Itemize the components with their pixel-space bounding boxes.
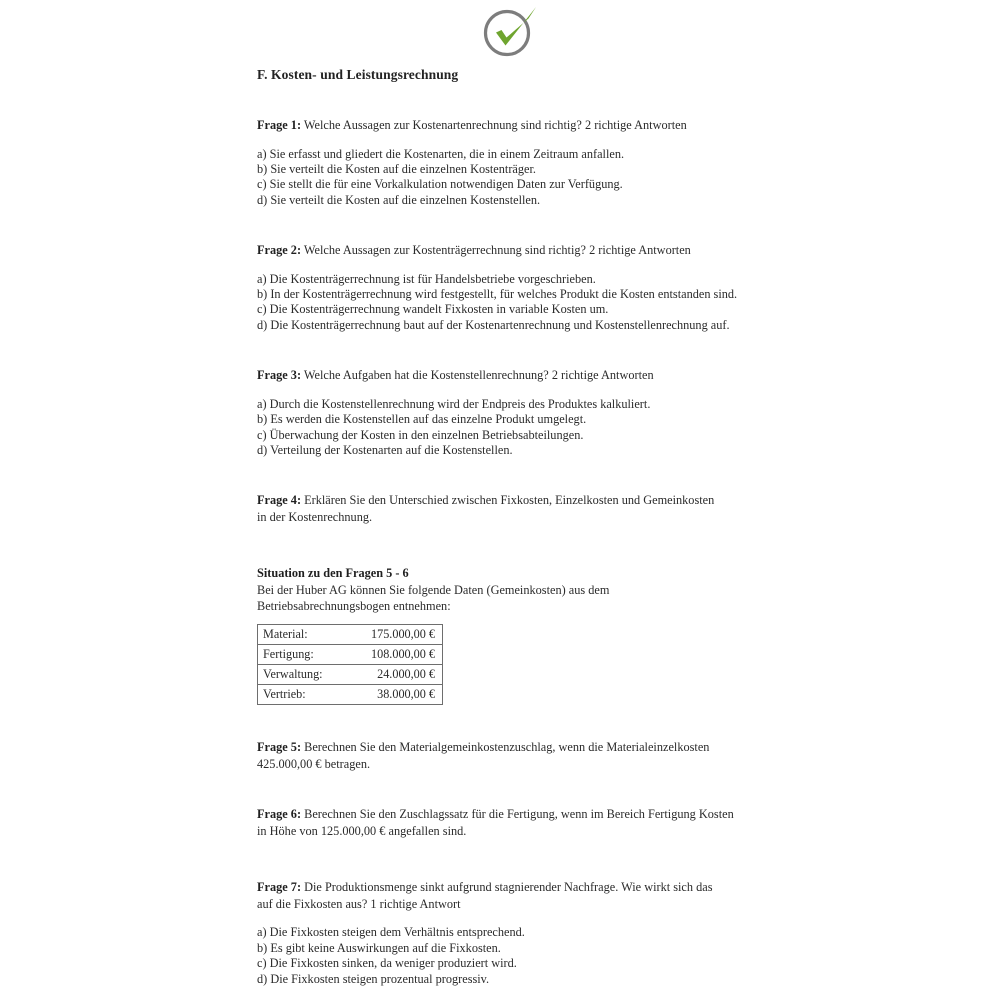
question-block-3 [257,367,757,458]
green-check-circle-icon [478,3,540,59]
answer-option: b) In der Kostenträgerrechnung wird festgestellt, für welches Produkt die Kosten entstanden sind. [257,287,738,302]
question-block-4 [257,492,757,525]
answer-option: d) Sie verteilt die Kosten auf die einzelnen Kostenstellen. [257,192,541,207]
cost-value: 108.000,00 € [364,645,443,665]
question-7-text: Die Produktionsmenge sinkt aufgrund stagnierender Nachfrage. Wie wirkt sich das [304,880,713,895]
cost-label: Vertrieb: [258,685,365,705]
question-2-line [257,242,757,259]
question-block-6 [257,806,757,839]
cost-label: Fertigung: [258,645,365,665]
cost-value: 24.000,00 € [364,665,443,685]
page-title: F. Kosten- und Leistungsrechnung [257,67,459,82]
question-7-label: Frage 7: [257,880,302,895]
question-block-7 [257,879,757,987]
question-block-1 [257,117,757,208]
cost-label: Material: [258,625,365,645]
question-1-answers [257,147,757,209]
answer-option: d) Die Fixkosten steigen prozentual progressiv. [257,971,490,986]
answer-option: d) Verteilung der Kostenarten auf die Kostenstellen. [257,442,513,457]
question-3-line [257,367,757,384]
question-6-text: Berechnen Sie den Zuschlagssatz für die Fertigung, wenn im Bereich Fertigung Kosten [304,807,734,822]
situation-block [257,565,757,705]
situation-line-2: Betriebsabrechnungsbogen entnehmen: [257,599,451,614]
answer-option: c) Sie stellt die für eine Vorkalkulation notwendigen Daten zur Verfügung. [257,177,623,192]
answer-option: d) Die Kostenträgerrechnung baut auf der Kostenartenrechnung und Kostenstellenrechnung auf. [257,317,730,332]
cost-value: 175.000,00 € [364,625,443,645]
question-7-answers [257,925,757,987]
question-6-line [257,806,757,823]
table-row [258,665,443,685]
question-2-answers [257,272,757,334]
question-2-text: Welche Aussagen zur Kostenträgerrechnung sind richtig? 2 richtige Antworten [303,243,691,258]
answer-option: a) Die Fixkosten steigen dem Verhältnis entsprechend. [257,925,525,940]
question-4-line-2: in der Kostenrechnung. [257,509,373,524]
question-5-line-2: 425.000,00 € betragen. [257,756,371,771]
question-block-5 [257,739,757,772]
question-3-text: Welche Aufgaben hat die Kostenstellenrechnung? 2 richtige Antworten [303,368,654,383]
answer-option: c) Die Fixkosten sinken, da weniger produziert wird. [257,956,517,971]
question-5-label: Frage 5: [257,740,302,755]
answer-option: a) Sie erfasst und gliedert die Kostenarten, die in einem Zeitraum anfallen. [257,146,625,161]
table-row [258,625,443,645]
answer-option: b) Sie verteilt die Kosten auf die einzelnen Kostenträger. [257,161,536,176]
question-5-line [257,739,757,756]
question-4-line [257,492,757,509]
question-3-answers [257,397,757,459]
question-block-2 [257,242,757,333]
question-6-label: Frage 6: [257,807,302,822]
question-1-text: Welche Aussagen zur Kostenartenrechnung sind richtig? 2 richtige Antworten [303,118,687,132]
cost-value: 38.000,00 € [364,685,443,705]
question-4-label: Frage 4: [257,493,302,508]
answer-option: c) Die Kostenträgerrechnung wandelt Fixkosten in variable Kosten um. [257,302,609,317]
situation-line-1: Bei der Huber AG können Sie folgende Daten (Gemeinkosten) aus dem [257,582,610,597]
question-4-text: Erklären Sie den Unterschied zwischen Fixkosten, Einzelkosten und Gemeinkosten [304,493,715,508]
table-row [258,645,443,665]
answer-option: c) Überwachung der Kosten in den einzelnen Betriebsabteilungen. [257,427,584,442]
answer-option: b) Es gibt keine Auswirkungen auf die Fixkosten. [257,940,501,955]
cost-label: Verwaltung: [258,665,365,685]
question-6-line-2: in Höhe von 125.000,00 € angefallen sind. [257,823,467,838]
answer-option: a) Durch die Kostenstellenrechnung wird der Endpreis des Produktes kalkuliert. [257,396,651,411]
question-2-label: Frage 2: [257,243,302,258]
table-row [258,685,443,705]
question-1-label: Frage 1: [257,118,302,132]
document-content [257,66,757,987]
question-3-label: Frage 3: [257,368,302,383]
overhead-cost-table [257,624,443,705]
answer-option: b) Es werden die Kostenstellen auf das einzelne Produkt umgelegt. [257,412,587,427]
question-5-text: Berechnen Sie den Materialgemeinkostenzuschlag, wenn die Materialeinzelkosten [304,740,710,755]
answer-option: a) Die Kostenträgerrechnung ist für Handelsbetriebe vorgeschrieben. [257,271,596,286]
question-7-line-2: auf die Fixkosten aus? 1 richtige Antwort [257,896,461,911]
question-7-line [257,879,757,896]
situation-title: Situation zu den Fragen 5 - 6 [257,566,409,581]
question-1-line [257,117,757,134]
